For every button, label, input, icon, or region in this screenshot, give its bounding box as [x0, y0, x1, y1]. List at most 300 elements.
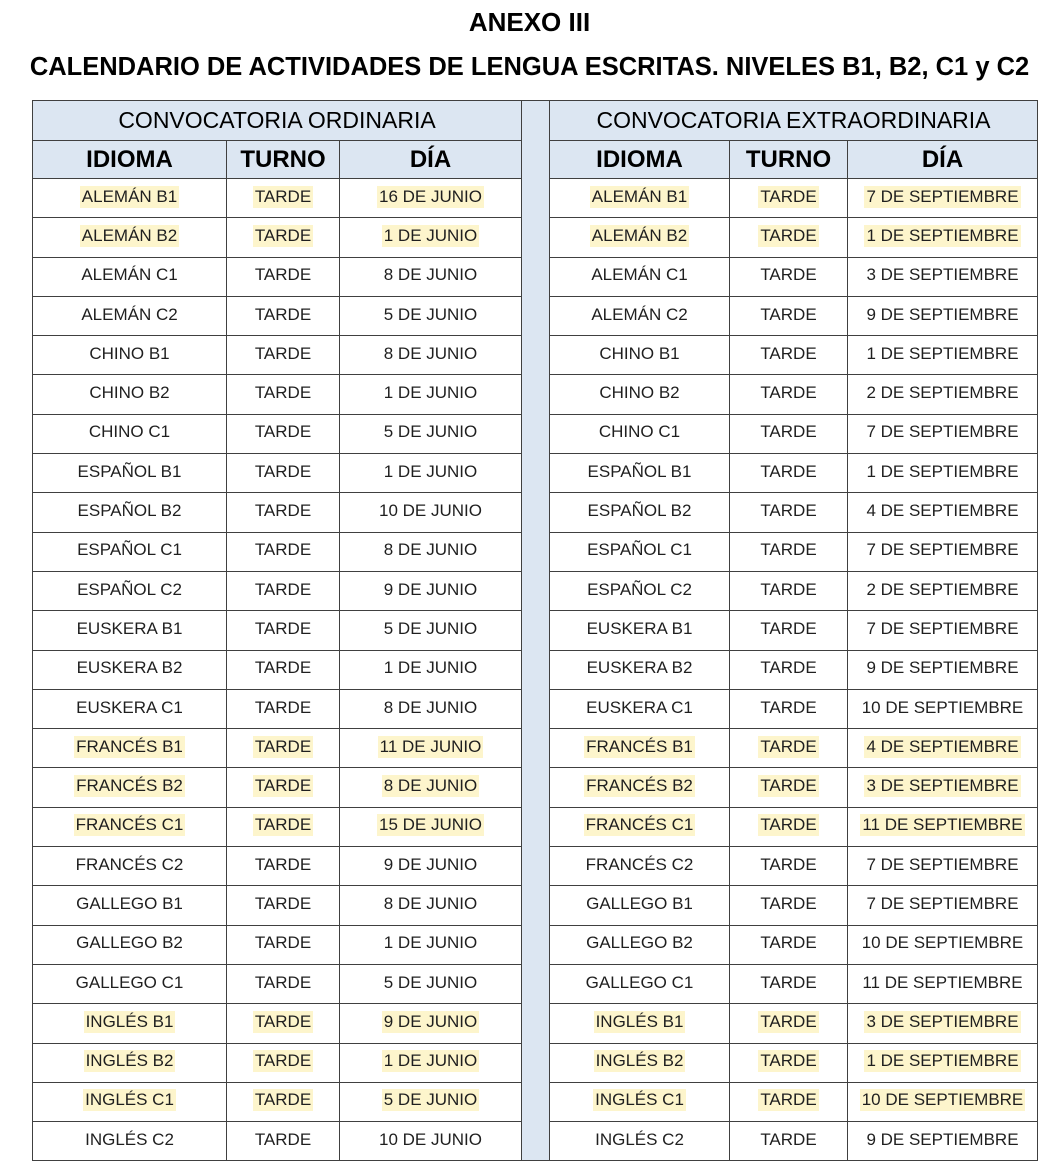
ordinaria-dia-value: 9 DE JUNIO — [383, 579, 478, 599]
extraordinaria-idioma-cell — [550, 415, 730, 454]
ordinaria-turno-value: TARDE — [254, 1011, 312, 1031]
extraordinaria-turno-cell — [730, 1044, 848, 1083]
extraordinaria-turno-value: TARDE — [760, 1129, 817, 1149]
ordinaria-idioma-value: FRANCÉS C2 — [75, 854, 184, 874]
ordinaria-idioma-value: INGLÉS B2 — [85, 1051, 174, 1071]
ordinaria-dia-value: 8 DE JUNIO — [383, 265, 478, 285]
extraordinaria-dia-cell — [848, 808, 1038, 847]
extraordinaria-idioma-value: GALLEGO B2 — [586, 933, 693, 953]
extraordinaria-turno-value: TARDE — [760, 1090, 817, 1110]
extraordinaria-dia-value: 7 DE SEPTIEMBRE — [866, 186, 1019, 206]
ordinaria-idioma-value: ESPAÑOL C2 — [77, 579, 182, 599]
ordinaria-idioma-cell — [33, 729, 227, 768]
extraordinaria-idioma-value: INGLÉS C2 — [595, 1129, 684, 1149]
extraordinaria-idioma-value: ALEMÁN C2 — [591, 304, 688, 324]
ordinaria-idioma-value: INGLÉS C1 — [85, 1090, 174, 1110]
extraordinaria-idioma-value: ESPAÑOL B1 — [587, 461, 692, 481]
ordinaria-idioma-cell — [33, 179, 227, 218]
extraordinaria-idioma-cell — [550, 218, 730, 257]
ordinaria-idioma-value: FRANCÉS B1 — [76, 736, 183, 756]
calendar-table — [32, 100, 1038, 1161]
ordinaria-turno-cell — [227, 493, 340, 532]
extraordinaria-dia-value: 10 DE SEPTIEMBRE — [861, 1090, 1024, 1110]
extraordinaria-dia-cell — [848, 336, 1038, 375]
ordinaria-dia-cell — [340, 690, 522, 729]
ordinaria-dia-value: 5 DE JUNIO — [383, 304, 478, 324]
ordinaria-idioma-value: ALEMÁN B2 — [81, 225, 178, 245]
extraordinaria-dia-value: 2 DE SEPTIEMBRE — [866, 383, 1019, 403]
ordinaria-idioma-value: EUSKERA B1 — [76, 618, 183, 638]
extraordinaria-idioma-header — [550, 141, 730, 179]
extraordinaria-dia-cell — [848, 258, 1038, 297]
ordinaria-turno-value: TARDE — [254, 422, 312, 442]
extraordinaria-turno-cell — [730, 690, 848, 729]
ordinaria-turno-cell — [227, 926, 340, 965]
annex-heading: ANEXO III — [468, 7, 591, 37]
extraordinaria-idioma-value: INGLÉS B2 — [595, 1051, 684, 1071]
extraordinaria-dia-value: 10 DE SEPTIEMBRE — [861, 697, 1024, 717]
extraordinaria-idioma-value: CHINO B2 — [599, 383, 680, 403]
extraordinaria-idioma-cell — [550, 1044, 730, 1083]
ordinaria-dia-cell — [340, 611, 522, 650]
ordinaria-dia-value: 10 DE JUNIO — [379, 501, 482, 521]
ordinaria-idioma-cell — [33, 533, 227, 572]
ordinaria-dia-value: 1 DE JUNIO — [383, 225, 478, 245]
ordinaria-turno-cell — [227, 533, 340, 572]
ordinaria-dia-cell — [340, 179, 522, 218]
ordinaria-dia-cell — [340, 926, 522, 965]
extraordinaria-turno-cell — [730, 847, 848, 886]
ordinaria-turno-cell — [227, 886, 340, 925]
ordinaria-turno-cell — [227, 218, 340, 257]
extraordinaria-dia-cell — [848, 768, 1038, 807]
extraordinaria-turno-value: TARDE — [760, 186, 817, 206]
extraordinaria-turno-value: TARDE — [760, 972, 817, 992]
ordinaria-idioma-value: GALLEGO B2 — [76, 933, 183, 953]
ordinaria-idioma-cell — [33, 926, 227, 965]
extraordinaria-dia-cell — [848, 611, 1038, 650]
extraordinaria-turno-value: TARDE — [760, 461, 817, 481]
ordinaria-idioma-header — [33, 141, 227, 179]
ordinaria-dia-cell — [340, 375, 522, 414]
ordinaria-idioma-value: INGLÉS C2 — [85, 1129, 174, 1149]
ordinaria-idioma-value: FRANCÉS B2 — [76, 776, 183, 796]
extraordinaria-turno-cell — [730, 1083, 848, 1122]
extraordinaria-idioma-value: INGLÉS C1 — [595, 1090, 684, 1110]
ordinaria-dia-cell — [340, 651, 522, 690]
extraordinaria-turno-cell — [730, 493, 848, 532]
extraordinaria-turno-header — [730, 141, 848, 179]
extraordinaria-turno-cell — [730, 965, 848, 1004]
extraordinaria-dia-cell — [848, 847, 1038, 886]
extraordinaria-idioma-value: ESPAÑOL C1 — [587, 540, 692, 560]
ordinaria-turno-cell — [227, 375, 340, 414]
ordinaria-idioma-value: ALEMÁN B1 — [81, 186, 178, 206]
extraordinaria-dia-cell — [848, 1083, 1038, 1122]
extraordinaria-idioma-value: EUSKERA B2 — [586, 658, 693, 678]
ordinaria-turno-cell — [227, 651, 340, 690]
ordinaria-dia-cell — [340, 572, 522, 611]
extraordinaria-dia-value: 4 DE SEPTIEMBRE — [866, 736, 1019, 756]
extraordinaria-dia-cell — [848, 965, 1038, 1004]
extraordinaria-dia-cell — [848, 493, 1038, 532]
ordinaria-turno-value: TARDE — [254, 461, 312, 481]
extraordinaria-dia-value: 1 DE SEPTIEMBRE — [866, 225, 1019, 245]
extraordinaria-idioma-cell — [550, 847, 730, 886]
ordinaria-turno-cell — [227, 847, 340, 886]
extraordinaria-idioma-cell — [550, 375, 730, 414]
extraordinaria-idioma-value: GALLEGO B1 — [586, 893, 693, 913]
ordinaria-idioma-cell — [33, 768, 227, 807]
extraordinaria-idioma-value: FRANCÉS B1 — [586, 736, 693, 756]
extraordinaria-turno-value: TARDE — [760, 343, 817, 363]
extraordinaria-turno-cell — [730, 258, 848, 297]
ordinaria-turno-value: TARDE — [254, 579, 312, 599]
extraordinaria-turno-cell — [730, 572, 848, 611]
extraordinaria-dia-cell — [848, 218, 1038, 257]
ordinaria-dia-cell — [340, 415, 522, 454]
ordinaria-turno-value: TARDE — [254, 776, 312, 796]
column-header-label: DÍA — [921, 145, 964, 173]
ordinaria-dia-cell — [340, 454, 522, 493]
extraordinaria-idioma-cell — [550, 1122, 730, 1161]
extraordinaria-dia-cell — [848, 533, 1038, 572]
extraordinaria-dia-value: 1 DE SEPTIEMBRE — [866, 461, 1019, 481]
ordinaria-idioma-cell — [33, 454, 227, 493]
ordinaria-idioma-cell — [33, 808, 227, 847]
ordinaria-idioma-value: GALLEGO B1 — [76, 893, 183, 913]
extraordinaria-dia-value: 9 DE SEPTIEMBRE — [866, 658, 1019, 678]
extraordinaria-idioma-cell — [550, 1083, 730, 1122]
column-header-label: IDIOMA — [596, 145, 683, 173]
extraordinaria-dia-cell — [848, 375, 1038, 414]
ordinaria-idioma-cell — [33, 415, 227, 454]
ordinaria-idioma-cell — [33, 965, 227, 1004]
extraordinaria-turno-cell — [730, 1004, 848, 1043]
extraordinaria-turno-cell — [730, 533, 848, 572]
extraordinaria-dia-value: 11 DE SEPTIEMBRE — [862, 815, 1023, 835]
extraordinaria-idioma-cell — [550, 493, 730, 532]
ordinaria-section-header — [33, 101, 522, 141]
ordinaria-turno-value: TARDE — [254, 815, 312, 835]
ordinaria-dia-value: 1 DE JUNIO — [383, 1051, 478, 1071]
ordinaria-dia-header — [340, 141, 522, 179]
extraordinaria-dia-value: 7 DE SEPTIEMBRE — [866, 618, 1019, 638]
extraordinaria-turno-cell — [730, 886, 848, 925]
document-title: CALENDARIO DE ACTIVIDADES DE LENGUA ESCRITAS. NIVELES B1, B2, C1 y C2 — [29, 53, 1030, 81]
ordinaria-dia-cell — [340, 1083, 522, 1122]
extraordinaria-turno-value: TARDE — [760, 815, 817, 835]
column-header-label: TURNO — [240, 145, 326, 173]
ordinaria-turno-value: TARDE — [254, 893, 312, 913]
ordinaria-dia-cell — [340, 218, 522, 257]
ordinaria-dia-value: 8 DE JUNIO — [383, 776, 478, 796]
extraordinaria-dia-cell — [848, 690, 1038, 729]
ordinaria-turno-value: TARDE — [254, 225, 312, 245]
extraordinaria-idioma-cell — [550, 651, 730, 690]
ordinaria-idioma-cell — [33, 1044, 227, 1083]
ordinaria-turno-value: TARDE — [254, 736, 312, 756]
ordinaria-dia-cell — [340, 729, 522, 768]
ordinaria-idioma-cell — [33, 297, 227, 336]
column-separator — [522, 101, 550, 1161]
ordinaria-idioma-value: CHINO B2 — [89, 383, 170, 403]
extraordinaria-idioma-cell — [550, 768, 730, 807]
extraordinaria-dia-value: 9 DE SEPTIEMBRE — [866, 1129, 1019, 1149]
ordinaria-dia-value: 5 DE JUNIO — [383, 422, 478, 442]
ordinaria-idioma-cell — [33, 336, 227, 375]
ordinaria-turno-value: TARDE — [254, 618, 312, 638]
ordinaria-turno-cell — [227, 1004, 340, 1043]
extraordinaria-dia-cell — [848, 651, 1038, 690]
extraordinaria-idioma-value: FRANCÉS C1 — [585, 815, 694, 835]
extraordinaria-idioma-cell — [550, 729, 730, 768]
ordinaria-idioma-value: EUSKERA C1 — [76, 697, 183, 717]
extraordinaria-turno-value: TARDE — [760, 618, 817, 638]
ordinaria-turno-cell — [227, 1044, 340, 1083]
extraordinaria-dia-cell — [848, 926, 1038, 965]
extraordinaria-idioma-value: ESPAÑOL B2 — [587, 501, 692, 521]
ordinaria-turno-value: TARDE — [254, 383, 312, 403]
ordinaria-dia-cell — [340, 297, 522, 336]
extraordinaria-idioma-cell — [550, 965, 730, 1004]
ordinaria-dia-cell — [340, 258, 522, 297]
ordinaria-turno-value: TARDE — [254, 265, 312, 285]
ordinaria-dia-value: 8 DE JUNIO — [383, 893, 478, 913]
ordinaria-turno-value: TARDE — [254, 343, 312, 363]
extraordinaria-turno-value: TARDE — [760, 579, 817, 599]
extraordinaria-turno-value: TARDE — [760, 697, 817, 717]
ordinaria-dia-value: 1 DE JUNIO — [383, 933, 478, 953]
extraordinaria-dia-cell — [848, 415, 1038, 454]
extraordinaria-idioma-cell — [550, 297, 730, 336]
ordinaria-idioma-cell — [33, 1122, 227, 1161]
ordinaria-idioma-cell — [33, 847, 227, 886]
ordinaria-idioma-value: ESPAÑOL C1 — [77, 540, 182, 560]
extraordinaria-section-header — [550, 101, 1038, 141]
extraordinaria-dia-value: 3 DE SEPTIEMBRE — [866, 265, 1019, 285]
extraordinaria-turno-value: TARDE — [760, 265, 817, 285]
ordinaria-dia-value: 8 DE JUNIO — [383, 697, 478, 717]
extraordinaria-dia-cell — [848, 454, 1038, 493]
extraordinaria-dia-value: 11 DE SEPTIEMBRE — [862, 972, 1023, 992]
extraordinaria-idioma-cell — [550, 808, 730, 847]
ordinaria-idioma-cell — [33, 375, 227, 414]
ordinaria-dia-value: 8 DE JUNIO — [383, 540, 478, 560]
extraordinaria-dia-value: 7 DE SEPTIEMBRE — [866, 893, 1019, 913]
extraordinaria-turno-cell — [730, 729, 848, 768]
ordinaria-dia-value: 1 DE JUNIO — [383, 461, 478, 481]
extraordinaria-turno-cell — [730, 375, 848, 414]
extraordinaria-dia-value: 4 DE SEPTIEMBRE — [866, 501, 1019, 521]
extraordinaria-turno-cell — [730, 415, 848, 454]
ordinaria-dia-cell — [340, 1122, 522, 1161]
ordinaria-turno-cell — [227, 336, 340, 375]
extraordinaria-turno-value: TARDE — [760, 933, 817, 953]
ordinaria-dia-cell — [340, 493, 522, 532]
ordinaria-dia-cell — [340, 1044, 522, 1083]
ordinaria-idioma-cell — [33, 1004, 227, 1043]
extraordinaria-turno-cell — [730, 454, 848, 493]
ordinaria-turno-cell — [227, 258, 340, 297]
extraordinaria-dia-cell — [848, 1122, 1038, 1161]
extraordinaria-turno-cell — [730, 179, 848, 218]
ordinaria-turno-value: TARDE — [254, 1051, 312, 1071]
extraordinaria-turno-value: TARDE — [760, 225, 817, 245]
extraordinaria-turno-cell — [730, 651, 848, 690]
ordinaria-turno-cell — [227, 965, 340, 1004]
ordinaria-idioma-value: GALLEGO C1 — [75, 972, 184, 992]
ordinaria-idioma-value: ALEMÁN C1 — [81, 265, 178, 285]
extraordinaria-dia-cell — [848, 1004, 1038, 1043]
extraordinaria-turno-cell — [730, 808, 848, 847]
ordinaria-idioma-cell — [33, 258, 227, 297]
ordinaria-dia-cell — [340, 965, 522, 1004]
ordinaria-turno-value: TARDE — [254, 697, 312, 717]
ordinaria-dia-value: 1 DE JUNIO — [383, 383, 478, 403]
extraordinaria-dia-value: 9 DE SEPTIEMBRE — [866, 304, 1019, 324]
ordinaria-turno-value: TARDE — [254, 501, 312, 521]
extraordinaria-turno-value: TARDE — [760, 540, 817, 560]
ordinaria-idioma-value: ALEMÁN C2 — [81, 304, 178, 324]
ordinaria-turno-value: TARDE — [254, 658, 312, 678]
extraordinaria-idioma-value: ALEMÁN B2 — [591, 225, 688, 245]
extraordinaria-dia-value: 1 DE SEPTIEMBRE — [866, 1051, 1019, 1071]
ordinaria-turno-cell — [227, 768, 340, 807]
ordinaria-turno-cell — [227, 297, 340, 336]
ordinaria-turno-value: TARDE — [254, 1129, 312, 1149]
extraordinaria-turno-value: TARDE — [760, 383, 817, 403]
extraordinaria-dia-value: 2 DE SEPTIEMBRE — [866, 579, 1019, 599]
extraordinaria-idioma-value: FRANCÉS C2 — [585, 854, 694, 874]
extraordinaria-dia-value: 7 DE SEPTIEMBRE — [866, 422, 1019, 442]
extraordinaria-turno-cell — [730, 926, 848, 965]
ordinaria-dia-value: 11 DE JUNIO — [379, 736, 482, 756]
extraordinaria-turno-value: TARDE — [760, 776, 817, 796]
extraordinaria-idioma-value: EUSKERA B1 — [586, 618, 693, 638]
extraordinaria-idioma-value: FRANCÉS B2 — [586, 776, 693, 796]
ordinaria-dia-cell — [340, 847, 522, 886]
extraordinaria-dia-cell — [848, 179, 1038, 218]
ordinaria-idioma-cell — [33, 690, 227, 729]
extraordinaria-turno-cell — [730, 1122, 848, 1161]
ordinaria-dia-value: 5 DE JUNIO — [383, 972, 478, 992]
extraordinaria-idioma-value: CHINO C1 — [598, 422, 681, 442]
column-header-label: IDIOMA — [86, 145, 173, 173]
extraordinaria-turno-value: TARDE — [760, 304, 817, 324]
ordinaria-turno-value: TARDE — [254, 1090, 312, 1110]
extraordinaria-turno-cell — [730, 297, 848, 336]
extraordinaria-dia-cell — [848, 1044, 1038, 1083]
ordinaria-dia-cell — [340, 1004, 522, 1043]
ordinaria-turno-value: TARDE — [254, 304, 312, 324]
extraordinaria-idioma-cell — [550, 336, 730, 375]
extraordinaria-idioma-cell — [550, 1004, 730, 1043]
ordinaria-dia-value: 1 DE JUNIO — [383, 658, 478, 678]
ordinaria-turno-header — [227, 141, 340, 179]
extraordinaria-idioma-value: EUSKERA C1 — [586, 697, 693, 717]
ordinaria-turno-value: TARDE — [254, 186, 312, 206]
ordinaria-turno-cell — [227, 729, 340, 768]
ordinaria-idioma-cell — [33, 611, 227, 650]
ordinaria-idioma-cell — [33, 1083, 227, 1122]
ordinaria-idioma-value: INGLÉS B1 — [85, 1011, 174, 1031]
ordinaria-idioma-value: CHINO B1 — [89, 343, 170, 363]
ordinaria-turno-cell — [227, 454, 340, 493]
ordinaria-idioma-value: FRANCÉS C1 — [75, 815, 184, 835]
extraordinaria-idioma-cell — [550, 690, 730, 729]
extraordinaria-dia-value: 3 DE SEPTIEMBRE — [866, 776, 1019, 796]
ordinaria-turno-cell — [227, 572, 340, 611]
ordinaria-idioma-value: EUSKERA B2 — [76, 658, 183, 678]
ordinaria-dia-value: 5 DE JUNIO — [383, 1090, 478, 1110]
extraordinaria-idioma-value: CHINO B1 — [599, 343, 680, 363]
extraordinaria-dia-cell — [848, 572, 1038, 611]
extraordinaria-idioma-cell — [550, 179, 730, 218]
ordinaria-idioma-cell — [33, 572, 227, 611]
ordinaria-title: CONVOCATORIA ORDINARIA — [118, 107, 436, 133]
extraordinaria-idioma-cell — [550, 886, 730, 925]
extraordinaria-turno-value: TARDE — [760, 893, 817, 913]
extraordinaria-title: CONVOCATORIA EXTRAORDINARIA — [596, 107, 991, 133]
ordinaria-idioma-value: ESPAÑOL B1 — [77, 461, 182, 481]
ordinaria-idioma-cell — [33, 493, 227, 532]
ordinaria-idioma-value: ESPAÑOL B2 — [77, 501, 182, 521]
extraordinaria-turno-value: TARDE — [760, 854, 817, 874]
extraordinaria-idioma-value: ESPAÑOL C2 — [587, 579, 692, 599]
ordinaria-turno-cell — [227, 1122, 340, 1161]
extraordinaria-dia-value: 10 DE SEPTIEMBRE — [861, 933, 1024, 953]
extraordinaria-turno-value: TARDE — [760, 501, 817, 521]
extraordinaria-idioma-cell — [550, 926, 730, 965]
ordinaria-dia-cell — [340, 336, 522, 375]
extraordinaria-dia-cell — [848, 886, 1038, 925]
extraordinaria-turno-cell — [730, 611, 848, 650]
extraordinaria-turno-cell — [730, 218, 848, 257]
ordinaria-idioma-cell — [33, 651, 227, 690]
extraordinaria-idioma-value: ALEMÁN B1 — [591, 186, 688, 206]
ordinaria-dia-value: 8 DE JUNIO — [383, 343, 478, 363]
extraordinaria-turno-value: TARDE — [760, 1011, 817, 1031]
extraordinaria-turno-value: TARDE — [760, 736, 817, 756]
ordinaria-turno-cell — [227, 808, 340, 847]
ordinaria-dia-value: 9 DE JUNIO — [383, 854, 478, 874]
ordinaria-dia-value: 9 DE JUNIO — [383, 1011, 478, 1031]
ordinaria-turno-value: TARDE — [254, 540, 312, 560]
ordinaria-dia-value: 15 DE JUNIO — [379, 815, 482, 835]
ordinaria-dia-value: 5 DE JUNIO — [383, 618, 478, 638]
ordinaria-turno-cell — [227, 690, 340, 729]
ordinaria-turno-cell — [227, 611, 340, 650]
ordinaria-dia-value: 10 DE JUNIO — [379, 1129, 482, 1149]
ordinaria-turno-value: TARDE — [254, 854, 312, 874]
extraordinaria-dia-value: 3 DE SEPTIEMBRE — [866, 1011, 1019, 1031]
ordinaria-dia-cell — [340, 768, 522, 807]
ordinaria-idioma-cell — [33, 886, 227, 925]
column-header-label: DÍA — [409, 145, 452, 173]
extraordinaria-turno-value: TARDE — [760, 1051, 817, 1071]
extraordinaria-idioma-value: GALLEGO C1 — [585, 972, 694, 992]
extraordinaria-dia-value: 7 DE SEPTIEMBRE — [866, 540, 1019, 560]
ordinaria-dia-cell — [340, 808, 522, 847]
extraordinaria-idioma-value: INGLÉS B1 — [595, 1011, 684, 1031]
ordinaria-idioma-value: CHINO C1 — [88, 422, 171, 442]
extraordinaria-dia-value: 1 DE SEPTIEMBRE — [866, 343, 1019, 363]
extraordinaria-dia-cell — [848, 729, 1038, 768]
ordinaria-turno-cell — [227, 179, 340, 218]
extraordinaria-idioma-cell — [550, 454, 730, 493]
extraordinaria-turno-cell — [730, 768, 848, 807]
